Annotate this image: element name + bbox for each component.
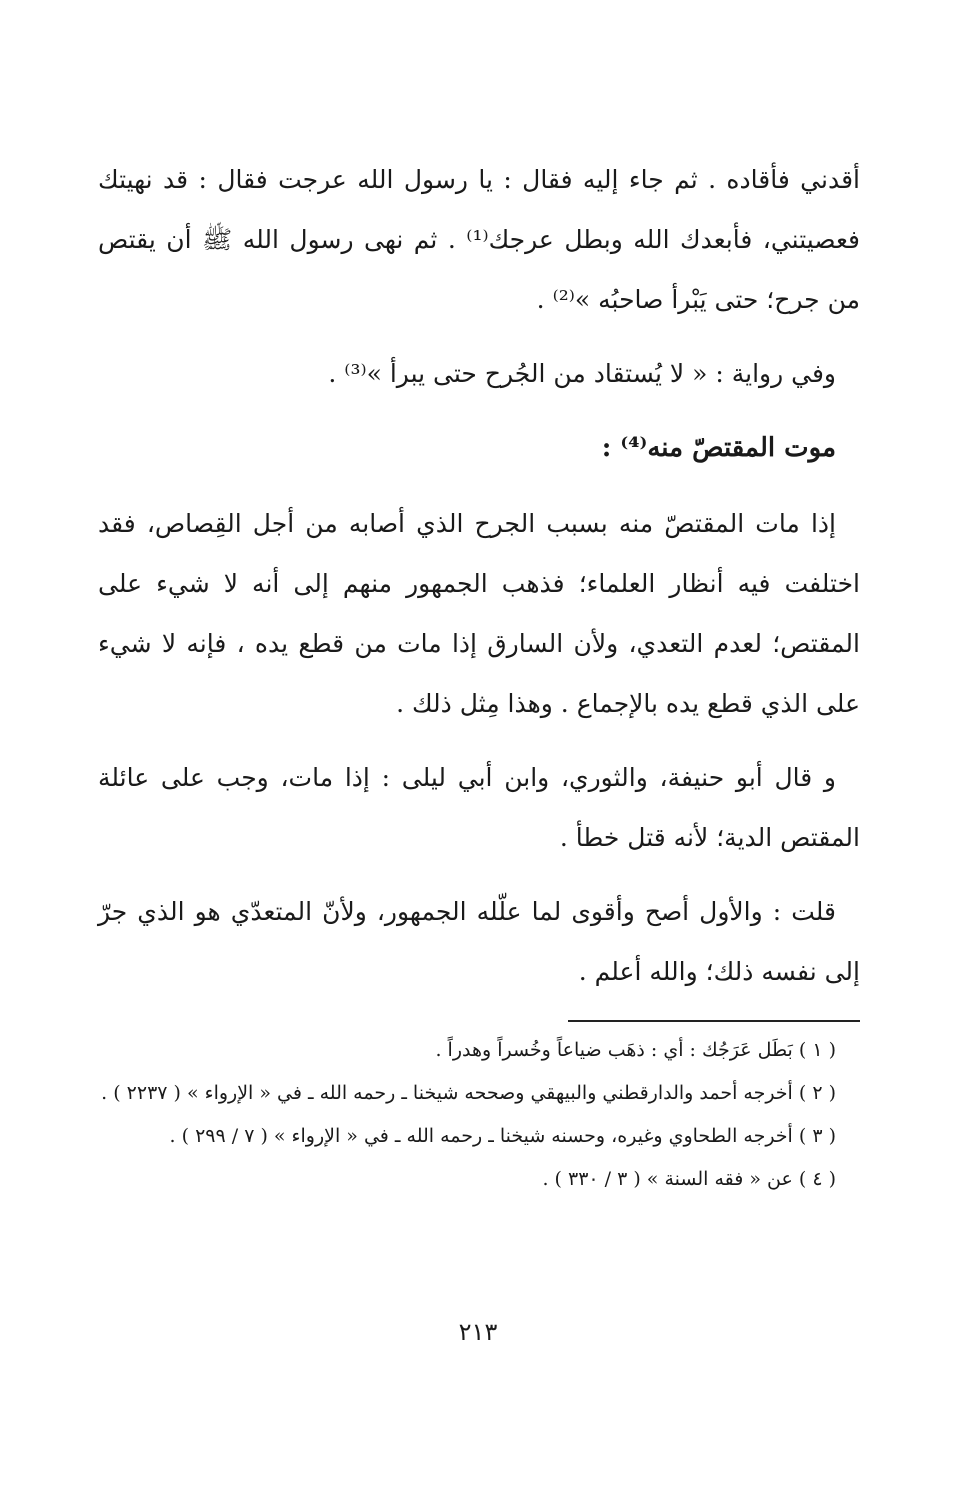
footnote-1: ( ١ ) بَطَل عَرَجُك : أي : ذهَب ضياعاً وخُسراً وهدراً . <box>435 1039 836 1061</box>
page-content <box>98 150 860 1202</box>
footnote-2: ( ٢ ) أخرجه أحمد والدارقطني والبيهقي وصححه شيخنا ـ رحمه الله ـ في « الإرواء » ( ٢٢٣٧ ) . <box>101 1082 836 1104</box>
footnote-4: ( ٤ ) عن « فقه السنة » ( ٣ / ٣٣٠ ) . <box>542 1168 836 1190</box>
footnote-divider <box>568 1020 860 1022</box>
paragraph-majority-view: إذا مات المقتصّ منه بسبب الجرح الذي أصابه من أجل القِصاص، فقد اختلفت فيه أنظار العلماء؛ فذهب الجمهور منهم إلى أنه لا شيء على المقتص؛ لعدم التعدي، ولأن السارق إذا مات من قطع يده ، فإنه لا شيء على الذي قطع يده بالإجماع . وهذا مِثل ذلك . <box>98 509 860 718</box>
footnotes <box>98 1030 860 1200</box>
paragraph-narration: وفي رواية : « لا يُستقاد من الجُرح حتى يبرأ »⁽³⁾ . <box>328 359 836 388</box>
paragraph-author-opinion: قلت : والأول أصح وأقوى لما علّله الجمهور، ولأنّ المتعدّي هو الذي جرّ إلى نفسه ذلك؛ والله أعلم . <box>98 897 860 986</box>
footnote-3: ( ٣ ) أخرجه الطحاوي وغيره، وحسنه شيخنا ـ رحمه الله ـ في « الإرواء » ( ٧ / ٢٩٩ ) . <box>169 1125 836 1147</box>
paragraph-hanafi-view: و قال أبو حنيفة، والثوري، وابن أبي ليلى : إذا مات، وجب على عائلة المقتص الدية؛ لأنه قتل خطأ . <box>98 763 860 852</box>
section-heading: موت المقتصّ منه⁽⁴⁾ : <box>601 433 836 463</box>
page-number: ٢١٣ <box>458 1318 498 1346</box>
paragraph-hadith-continuation: أقدني فأقاده . ثم جاء إليه فقال : يا رسول الله عرجت فقال : قد نهيتك فعصيتني، فأبعدك الله وبطل عرجك⁽¹⁾ . ثم نهى رسول الله ﷺ أن يقتص من جرح؛ حتى يَبْرأ صاحبُه »⁽²⁾ . <box>98 165 861 314</box>
